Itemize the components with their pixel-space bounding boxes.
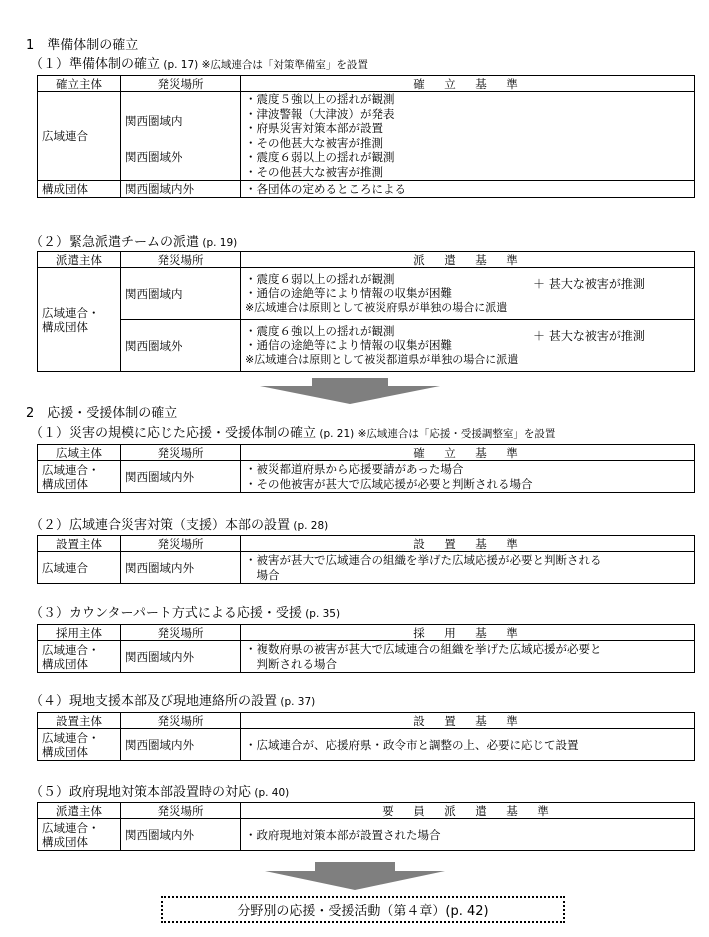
col-header: 派遣主体 [38,252,121,268]
entity-cell: 広域連合・ 構成団体 [38,729,121,761]
page-ref: (p. 40) [254,787,290,799]
down-arrow-icon [260,378,440,404]
plus-note: ＋ 甚大な被害が推測 [533,329,645,343]
section-1-1-heading [30,53,368,72]
criteria-line: ・通信の途絶等により情報の収集が困難 [245,338,452,353]
col-header: 発災場所 [121,76,241,92]
location-cell: 関西圏域内外 [121,729,241,761]
col-header: 設置主体 [38,536,121,552]
criteria-cell [241,150,695,180]
criteria-line: ・震度６弱以上の揺れが観測 [245,150,395,165]
section-2-1-heading [30,422,555,441]
criteria-cell [241,552,695,584]
down-arrow-icon [265,862,445,890]
criteria-note: ※広域連合は原則として被災都道県が単独の場合に派遣 [245,352,519,366]
criteria-cell [241,641,695,673]
entity-cell: 広域連合・ 構成団体 [38,268,121,372]
col-header: 確立主体 [38,76,121,92]
page-ref: (p. 19) [202,237,238,249]
table-1-1 [37,75,695,198]
col-header: 確 立 基 準 [241,76,695,92]
col-header: 確 立 基 準 [241,445,695,461]
heading-text: （４）現地支援本部及び現地連絡所の設置 [30,694,278,709]
section-1-2-heading [30,231,237,250]
table-2-3 [37,624,695,673]
next-chapter-box: 分野別の応援・受援活動（第４章）(p. 42) [161,896,565,923]
col-header: 採 用 基 準 [241,625,695,641]
col-header: 設 置 基 準 [241,713,695,729]
col-header: 要 員 派 遣 基 準 [241,803,695,819]
page-ref: (p. 21) [319,428,355,440]
table-1-2 [37,251,695,372]
col-header: 設置主体 [38,713,121,729]
col-header: 設 置 基 準 [241,536,695,552]
section-2-3-heading [30,602,340,621]
criteria-line: ・府県災害対策本部が設置 [245,121,383,136]
col-header: 発災場所 [121,625,241,641]
entity-cell: 広域連合・ 構成団体 [38,641,121,673]
section-2-title: 2 応援・受援体制の確立 [26,406,178,421]
heading-note: ※広域連合は「対策準備室」を設置 [201,59,368,71]
col-header: 発災場所 [121,252,241,268]
criteria-line: ・その他甚大な被害が推測 [245,135,383,150]
entity-cell: 広域連合・ 構成団体 [38,461,121,493]
criteria-cell: ・各団体の定めるところによる [241,180,695,197]
location-cell: 関西圏域内外 [121,180,241,197]
criteria-line: ・通信の途絶等により情報の収集が困難 [245,286,452,301]
table-2-2 [37,535,695,584]
heading-text: （２）広域連合災害対策（支援）本部の設置 [30,518,291,533]
criteria-line: ・被害が甚大で広域連合の組織を挙げた広域応援が必要と判断される [245,552,602,567]
page-ref: (p. 28) [293,520,329,532]
plus-note: ＋ 甚大な被害が推測 [533,277,645,291]
entity-cell: 広域連合・ 構成団体 [38,819,121,851]
heading-note: ※広域連合は「応援・受援調整室」を設置 [357,428,556,440]
table-2-4 [37,712,695,761]
col-header: 採用主体 [38,625,121,641]
table-2-1 [37,444,695,493]
location-cell: 関西圏域内 [121,268,241,320]
heading-text: （１）災害の規模に応じた応援・受援体制の確立 [30,426,317,441]
location-cell: 関西圏域外 [121,320,241,372]
col-header: 発災場所 [121,713,241,729]
section-2-4-heading [30,690,315,709]
criteria-cell [241,461,695,493]
location-cell: 関西圏域内 [121,92,241,151]
page-ref: (p. 37) [280,696,316,708]
criteria-line: ・被災都道府県から応援要請があった場合 [245,461,464,476]
location-cell: 関西圏域外 [121,150,241,180]
criteria-note: ※広域連合は原則として被災府県が単独の場合に派遣 [245,300,508,314]
location-cell: 関西圏域内外 [121,641,241,673]
criteria-cell [241,92,695,151]
criteria-line: ・複数府県の被害が甚大で広域連合の組織を挙げた広域応援が必要と [245,641,602,656]
criteria-cell: ・政府現地対策本部が設置された場合 [241,819,695,851]
page-ref: (p. 17) [163,59,199,71]
col-header: 発災場所 [121,536,241,552]
heading-text: （２）緊急派遣チームの派遣 [30,235,200,250]
col-header: 派 遣 基 準 [241,252,695,268]
criteria-line: ・津波警報（大津波）が発表 [245,106,395,121]
heading-text: （５）政府現地対策本部設置時の対応 [30,785,252,800]
entity-cell: 広域連合 [38,92,121,181]
heading-text: （３）カウンターパート方式による応援・受援 [30,606,302,621]
entity-cell: 広域連合 [38,552,121,584]
page-ref: (p. 35) [305,608,341,620]
location-cell: 関西圏域内外 [121,552,241,584]
criteria-cell: ・広域連合が、応援府県・政令市と調整の上、必要に応じて設置 [241,729,695,761]
location-cell: 関西圏域内外 [121,461,241,493]
table-2-5 [37,802,695,851]
criteria-cell [241,268,695,320]
criteria-line: 判断される場合 [245,656,337,671]
section-1-title: 1 準備体制の確立 [26,38,139,53]
location-cell: 関西圏域内外 [121,819,241,851]
col-header: 発災場所 [121,803,241,819]
criteria-cell [241,320,695,372]
section-2-2-heading [30,514,328,533]
col-header: 広域主体 [38,445,121,461]
criteria-line: ・その他被害が甚大で広域応援が必要と判断される場合 [245,476,533,491]
criteria-line: ・その他甚大な被害が推測 [245,164,383,179]
col-header: 派遣主体 [38,803,121,819]
col-header: 発災場所 [121,445,241,461]
criteria-line: ・震度５強以上の揺れが観測 [245,92,395,106]
criteria-line: 場合 [245,567,280,582]
heading-text: （１）準備体制の確立 [30,57,161,72]
criteria-line: ・震度６強以上の揺れが観測 [245,323,395,338]
section-2-5-heading [30,781,289,800]
entity-cell: 構成団体 [38,180,121,197]
criteria-line: ・震度６弱以上の揺れが観測 [245,271,395,286]
